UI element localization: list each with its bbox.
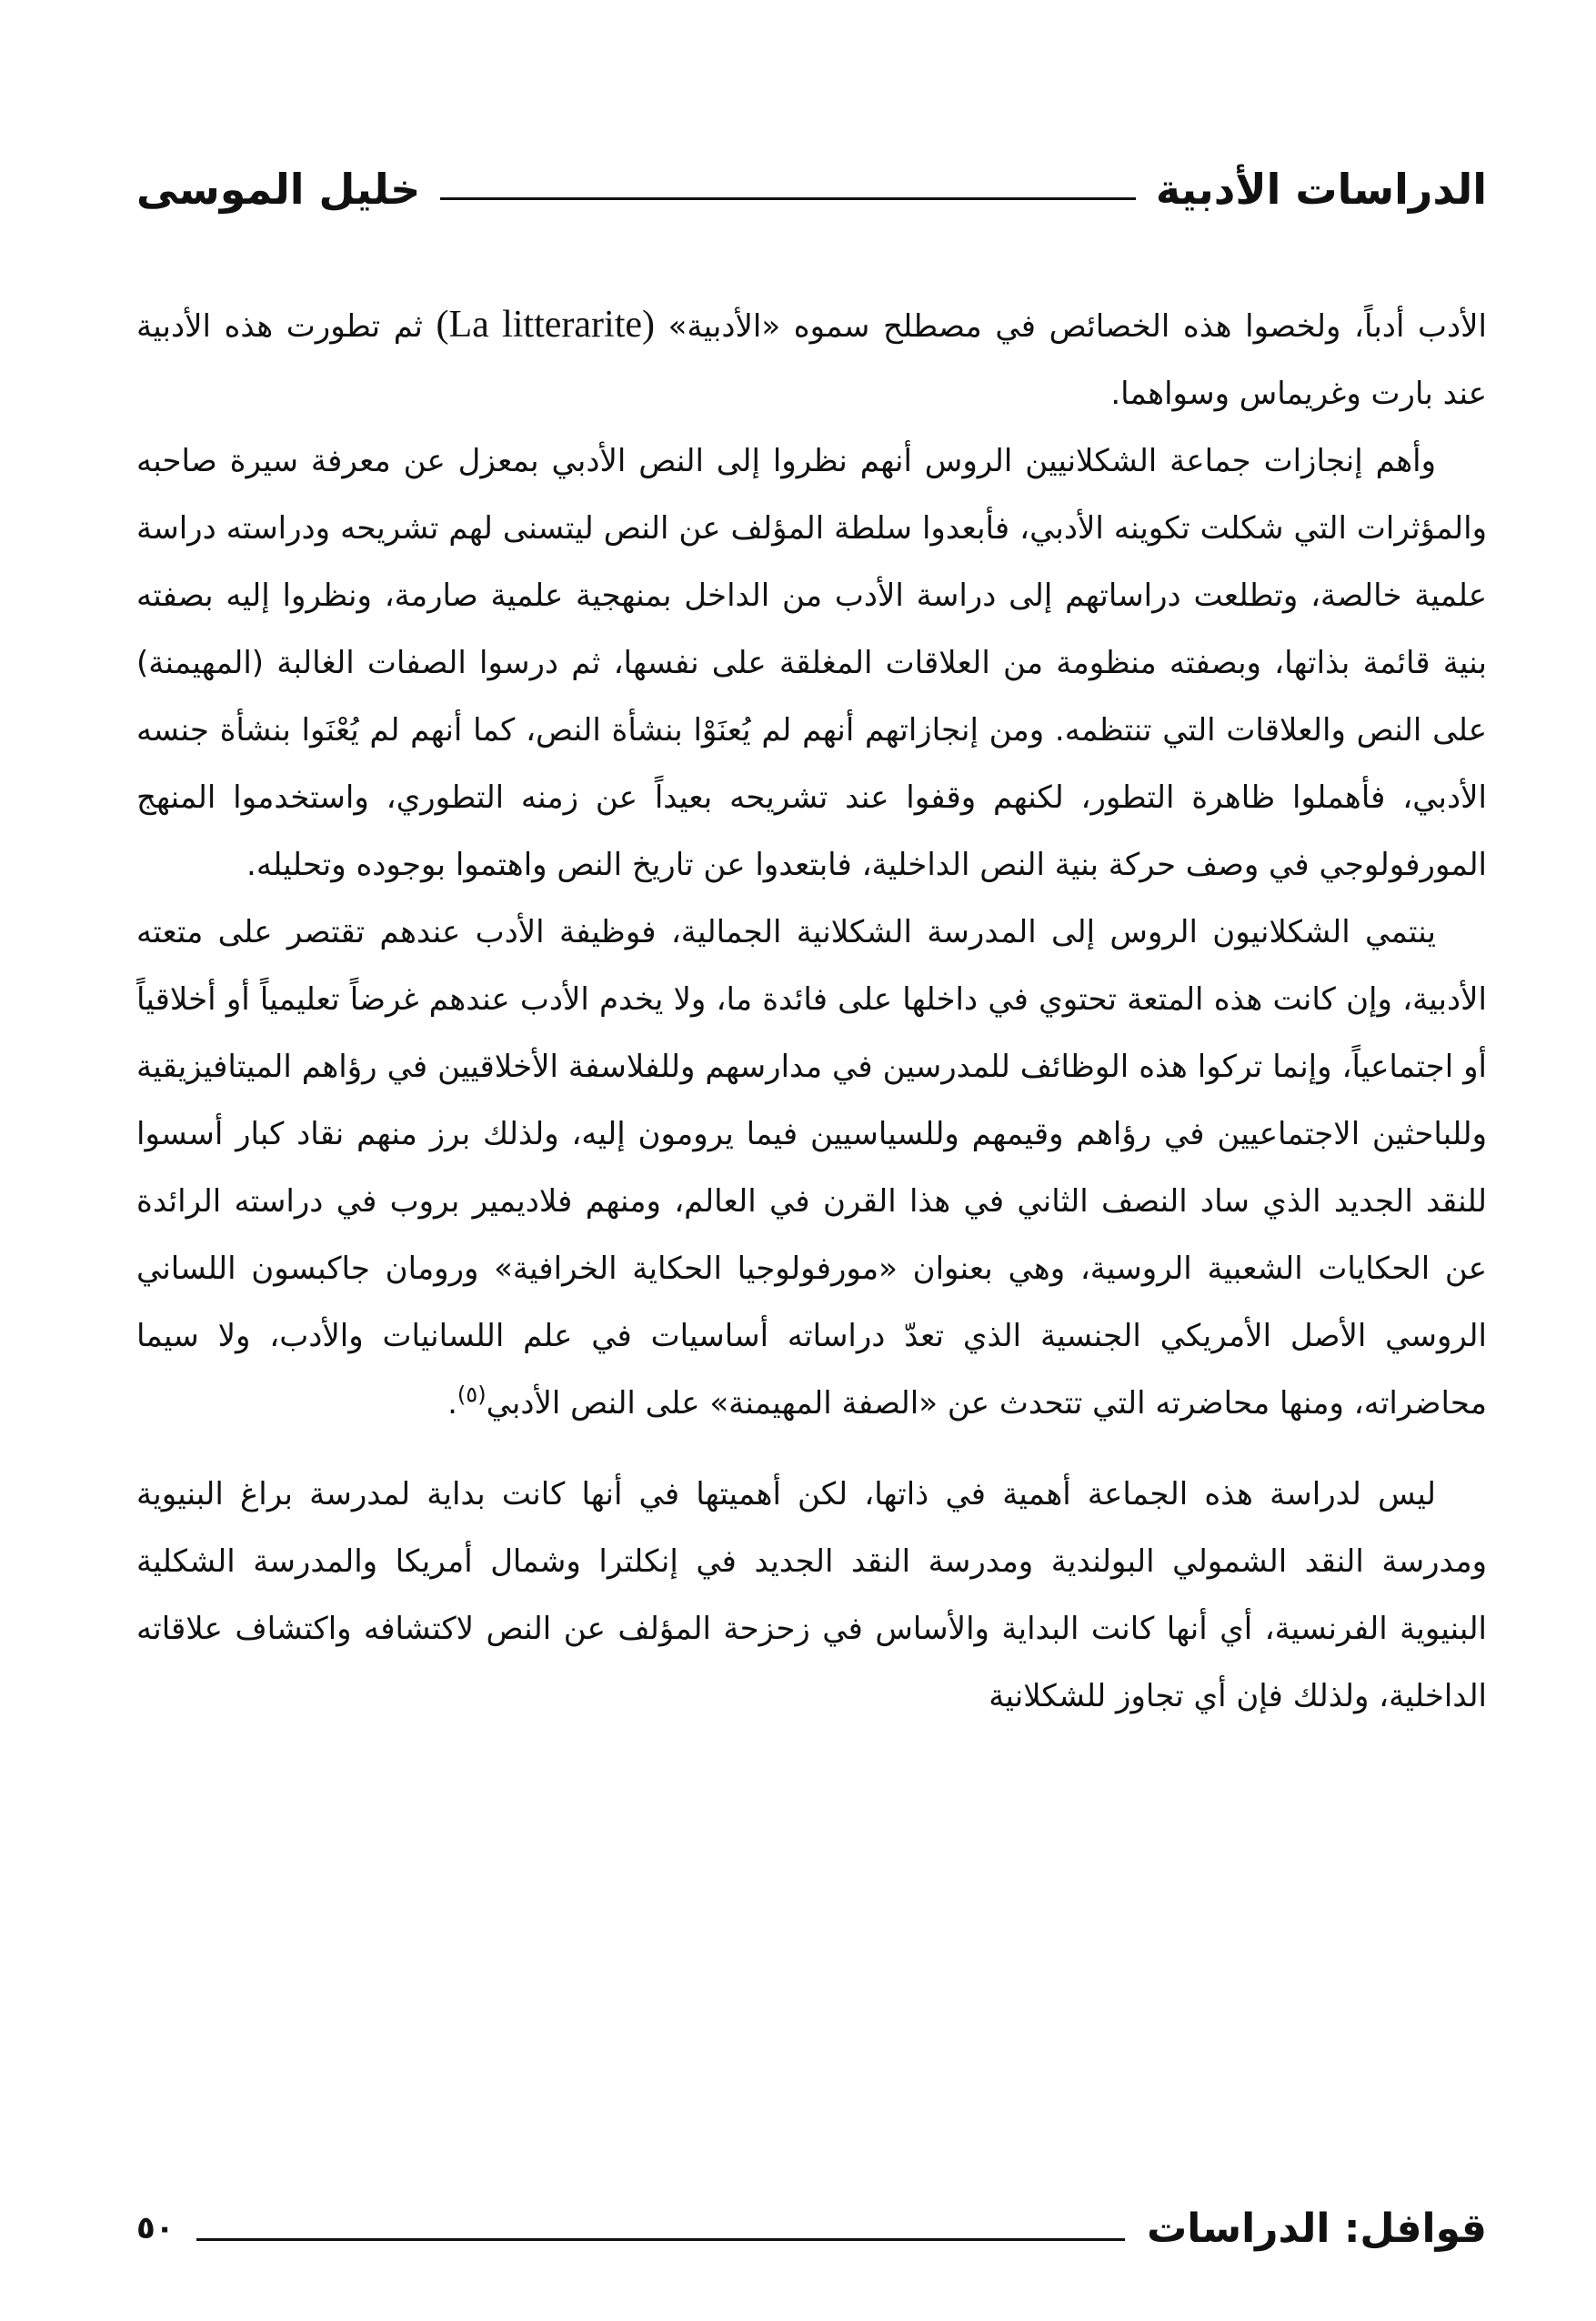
page-number: ٥٠ (136, 2210, 175, 2246)
paragraph-1-part-b: ثم تطورت هذه الأدبية عند بارت وغريماس وسواهما. (136, 308, 1487, 412)
paragraph-3 (136, 899, 1487, 1437)
footer-journal-title: قوافل: الدراسات (1147, 2205, 1487, 2252)
paragraph-1 (136, 291, 1487, 427)
running-header (136, 153, 1487, 226)
paragraph-3-text: ينتمي الشكلانيون الروس إلى المدرسة الشكلانية الجمالية، فوظيفة الأدب عندهم تقتصر على متعته الأدبية، وإن كانت هذه المتعة تحتوي في داخلها على فائدة ما، ولا يخدم الأدب عندهم غرضاً تعليمياً أو أخلاقياً أو اجتماعياً، وإنما تركوا هذه الوظائف للمدرسين في مدارسهم وللفلاسفة الأخلاقيين في رؤاهم الميتافيزيقية وللباحثين الاجتماعيين في رؤاهم وقيمهم وللسياسيين فيما يرومون إليه، ولذلك برز منهم نقاد كبار أسسوا للنقد الجديد الذي ساد النصف الثاني في هذا القرن في العالم، ومنهم فلاديمير بروب في دراسته الرائدة عن الحكايات الشعبية الروسية، وهي بعنوان «مورفولوجيا الحكاية الخرافية» ورومان جاكبسون اللساني الروسي الأصل الأمريكي الجنسية الذي تعدّ دراساته أساسيات في علم اللسانيات والأدب، ولا سيما محاضراته، ومنها محاضرته التي تتحدث عن «الصفة المهيمنة» على النص الأدبي (136, 914, 1487, 1422)
footer-rule (196, 2238, 1126, 2241)
paragraph-3-end: . (447, 1385, 457, 1422)
article-body (136, 291, 1487, 1730)
header-section-title: الدراسات الأدبية (1155, 165, 1487, 214)
header-rule (440, 197, 1136, 200)
paragraph-2: وأهم إنجازات جماعة الشكلانيين الروس أنهم نظروا إلى النص الأدبي بمعزل عن معرفة سيرة صاحبه والمؤثرات التي شكلت تكوينه الأدبي، فأبعدوا سلطة المؤلف عن النص ليتسنى لهم تشريحه ودراسته دراسة علمية خالصة، وتطلعت دراساتهم إلى دراسة الأدب من الداخل بمنهجية علمية صارمة، ونظروا إليه بصفته بنية قائمة بذاتها، وبصفته منظومة من العلاقات المغلقة على نفسها، ثم درسوا الصفات الغالبة (المهيمنة) على النص والعلاقات التي تنتظمه. ومن إنجازاتهم أنهم لم يُعنَوْا بنشأة النص، كما أنهم لم يُعْنَوا بنشأة جنسه الأدبي، فأهملوا ظاهرة التطور، لكنهم وقفوا عند تشريحه بعيداً عن زمنه التطوري، واستخدموا المنهج المورفولوجي في وصف حركة بنية النص الداخلية، فابتعدوا عن تاريخ النص واهتموا بوجوده وتحليله. (136, 443, 1487, 883)
running-footer (136, 2196, 1487, 2260)
footnote-reference: (٥) (457, 1382, 487, 1408)
paragraph-1-part-a: الأدب أدباً، ولخصوا هذه الخصائص في مصطلح سموه «الأدبية» (655, 308, 1487, 345)
paragraph-4: ليس لدراسة هذه الجماعة أهمية في ذاتها، لكن أهميتها في أنها كانت بداية لمدرسة براغ البنيوية ومدرسة النقد الشمولي البولندية ومدرسة النقد الجديد في إنكلترا وشمال أمريكا والمدرسة الشكلية البنيوية الفرنسية، أي أنها كانت البداية والأساس في زحزحة المؤلف عن النص لاكتشافه واكتشاف علاقاته الداخلية، ولذلك فإن أي تجاوز للشكلانية (136, 1476, 1487, 1714)
latin-term: (La litterarite) (436, 304, 655, 346)
header-author-name: خليل الموسى (136, 165, 421, 214)
